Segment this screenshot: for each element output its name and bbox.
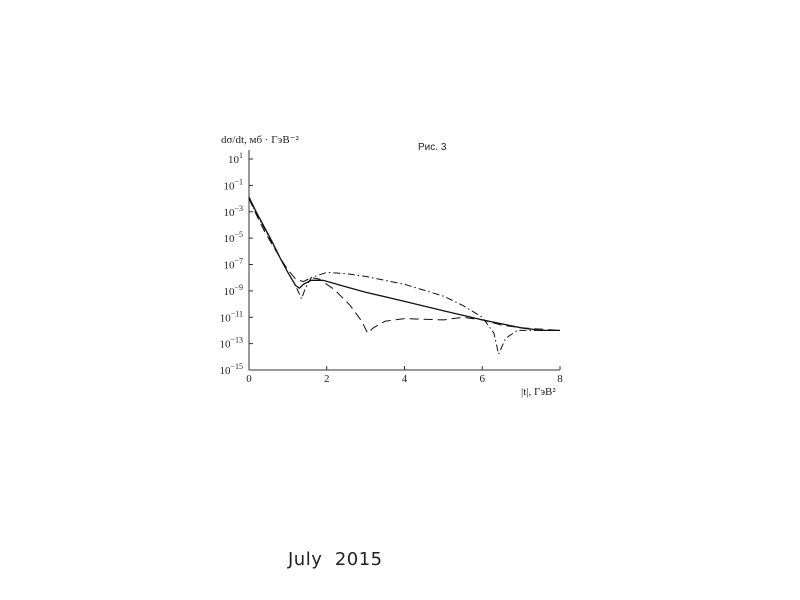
y-tick-label: $10^{-11}$ <box>219 309 243 325</box>
y-tick-label: $10^{-7}$ <box>223 256 243 272</box>
x-axis-label: |t|, ГэВ² <box>521 386 556 398</box>
y-ticks <box>219 151 253 377</box>
figure-label: Рис. 3 <box>418 142 447 153</box>
series-line-dash-dot <box>249 199 560 355</box>
x-ticks <box>246 366 563 385</box>
y-tick-label: $10^{-9}$ <box>223 282 243 298</box>
series-line-solid <box>249 197 560 330</box>
y-tick-label: $10^{-13}$ <box>219 335 243 351</box>
x-tick-label: 8 <box>557 373 563 385</box>
series-group <box>249 197 560 354</box>
y-tick-label: $10^{-3}$ <box>223 203 243 219</box>
x-tick-label: 6 <box>479 373 485 385</box>
x-tick-label: 2 <box>324 373 330 385</box>
x-tick-label: 0 <box>246 373 252 385</box>
y-axis-label: dσ/dt, мб · ГэВ⁻² <box>221 134 299 146</box>
series-line-dashed <box>249 199 560 334</box>
footer-date: July 2015 <box>288 549 383 570</box>
x-tick-label: 4 <box>401 373 408 385</box>
y-tick-label: $10^1$ <box>228 151 243 166</box>
y-tick-label: $10^{-15}$ <box>219 362 243 377</box>
y-tick-label: $10^{-1}$ <box>223 177 243 193</box>
y-tick-label: $10^{-5}$ <box>223 230 243 246</box>
